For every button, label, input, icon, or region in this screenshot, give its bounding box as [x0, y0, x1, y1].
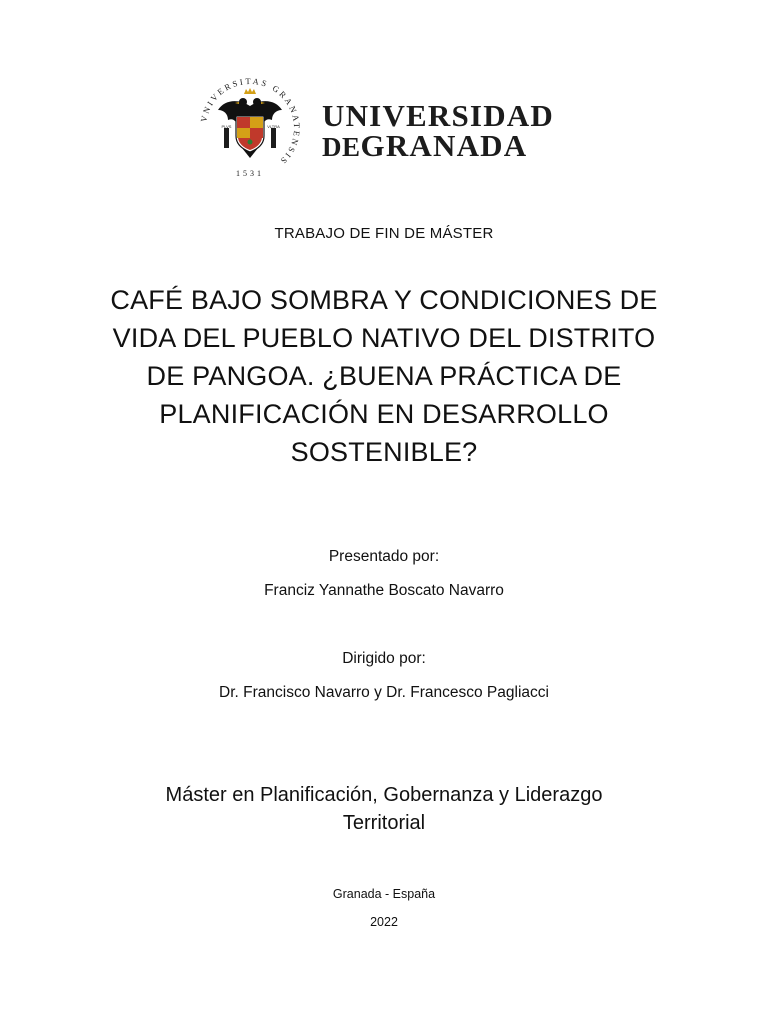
- master-program-line-2: Territorial: [342, 812, 426, 834]
- seal-year: 1531: [236, 169, 264, 178]
- place: Granada - España: [332, 887, 436, 901]
- university-seal-logo: [198, 76, 302, 180]
- document-type: TRABAJO DE FIN DE MÁSTER: [274, 225, 494, 242]
- university-name-line1: UNIVERSIDAD: [322, 98, 554, 133]
- university-name-main: GRANADA: [360, 128, 528, 163]
- directed-by-label: Dirigido por:: [342, 650, 426, 667]
- master-program-line-1: Máster en Planificación, Gobernanza y Liderazgo: [165, 784, 603, 806]
- university-name-line2: [322, 128, 527, 164]
- title-line-1: CAFÉ BAJO SOMBRA Y CONDICIONES DE: [110, 285, 658, 315]
- author-name: Franciz Yannathe Boscato Navarro: [264, 582, 504, 599]
- title-line-4: PLANIFICACIÓN EN DESARROLLO: [159, 399, 609, 429]
- title-line-3: DE PANGOA. ¿BUENA PRÁCTICA DE: [146, 361, 622, 391]
- presented-by-label: Presentado por:: [328, 548, 440, 565]
- shield-icon: [236, 116, 264, 152]
- directors-names: Dr. Francisco Navarro y Dr. Francesco Pagliacci: [219, 684, 549, 701]
- seal-circular-text: VNIVERSITAS GRANATENSIS: [198, 76, 302, 168]
- year: 2022: [370, 915, 398, 929]
- title-line-2: VIDA DEL PUEBLO NATIVO DEL DISTRITO: [112, 323, 656, 353]
- title-line-5: SOSTENIBLE?: [290, 437, 478, 467]
- seal-plus-text: PLVS: [221, 124, 232, 129]
- university-name-prefix: DE: [322, 132, 361, 162]
- seal-ultra-text: VLTRA: [267, 124, 280, 129]
